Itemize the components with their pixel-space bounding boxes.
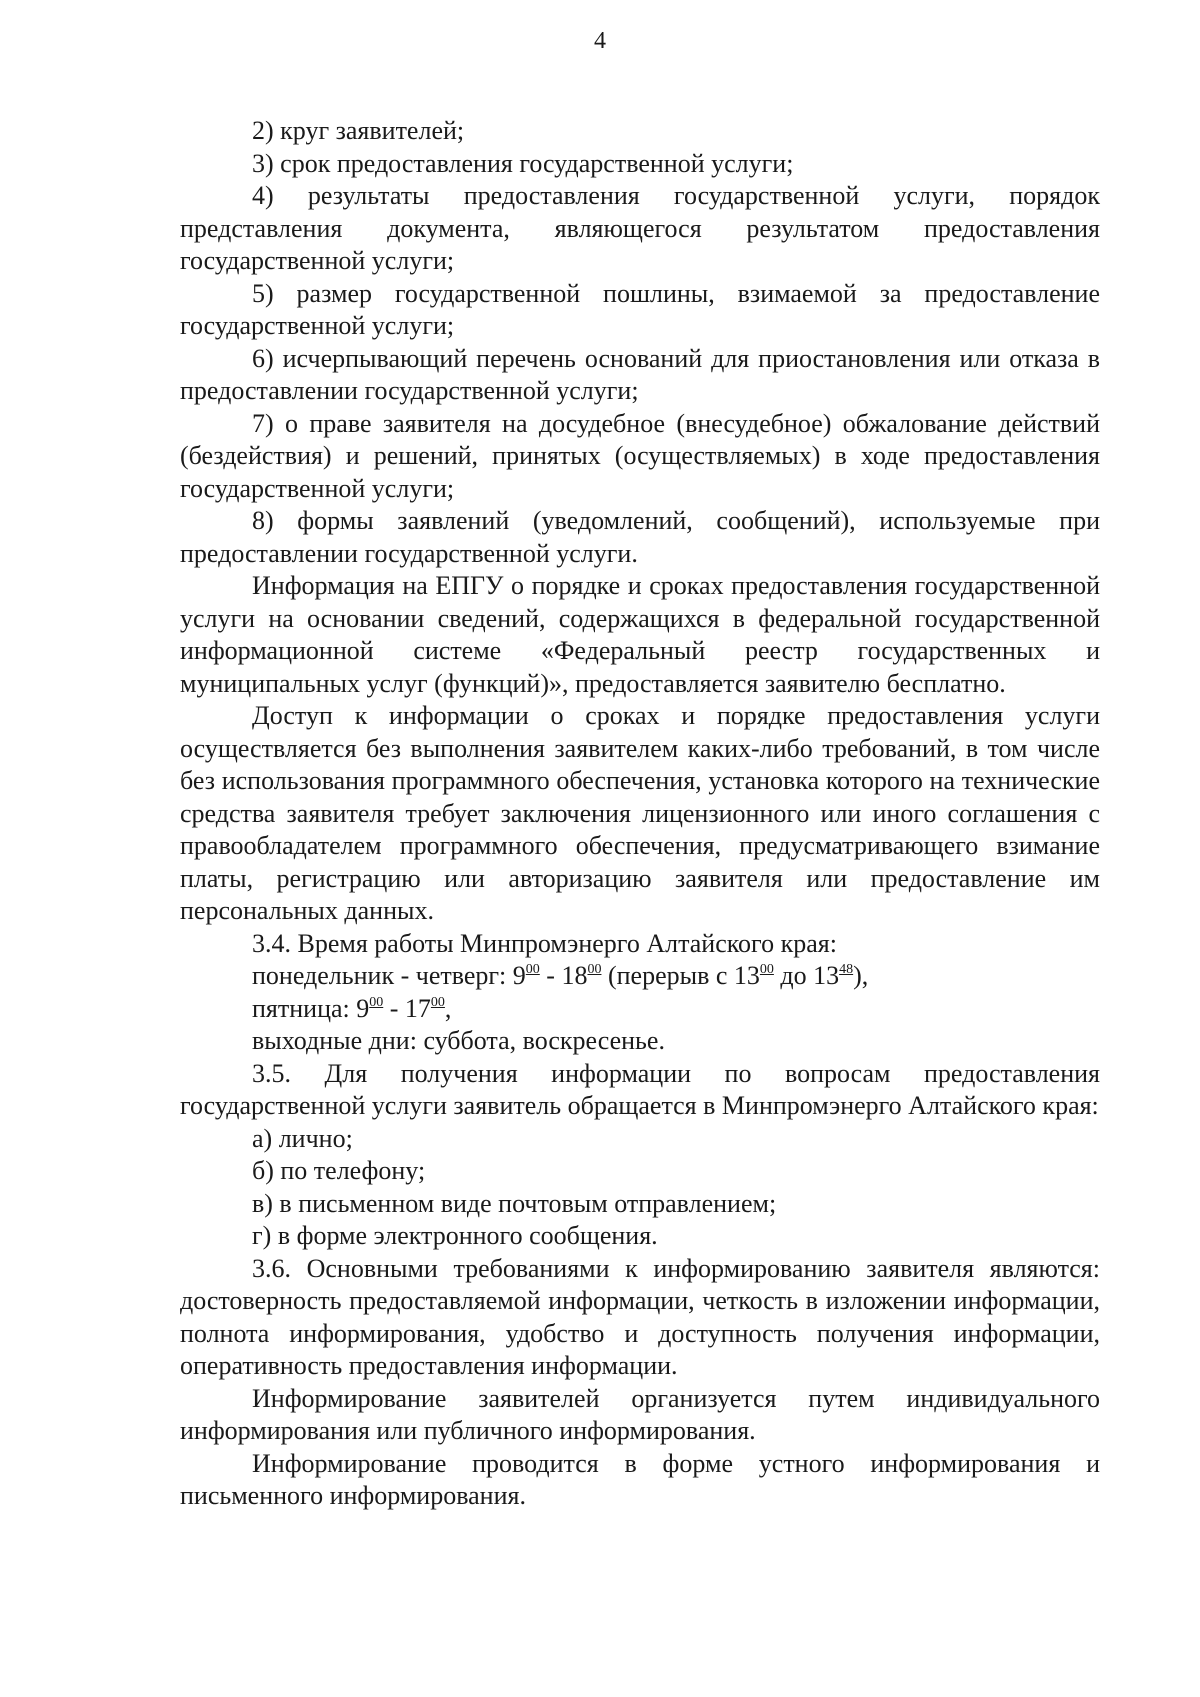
list-item-v: в) в письменном виде почтовым отправлением;	[252, 1188, 777, 1218]
list-item-6: 6) исчерпывающий перечень оснований для приостановления или отказа в предоставлении государственной услуги;	[180, 343, 1100, 405]
schedule-weekend: выходные дни: суббота, воскресенье.	[252, 1026, 665, 1055]
list-item-4: 4) результаты предоставления государственной услуги, порядок представления документа, являющегося результатом предоставления государственной услуги;	[180, 181, 1100, 275]
document-body	[180, 115, 1100, 1513]
section-3-5: 3.5. Для получения информации по вопросам предоставления государственной услуги заявитель обращается в Минпромэнерго Алтайского края:	[180, 1058, 1100, 1120]
list-item-2: 2) круг заявителей;	[252, 116, 465, 145]
list-item-5: 5) размер государственной пошлины, взимаемой за предоставление государственной услуги;	[180, 278, 1100, 340]
list-item-8: 8) формы заявлений (уведомлений, сообщений), используемые при предоставлении государственной услуги.	[180, 506, 1100, 568]
page-number: 4	[594, 28, 606, 54]
paragraph-informing-forms: Информирование проводится в форме устного информирования и письменного информирования.	[180, 1448, 1100, 1510]
paragraph-access-info: Доступ к информации о сроках и порядке предоставления услуги осуществляется без выполнения заявителем каких-либо требований, в том числе без использования программного обеспечения, установка которого на технические средства заявителя требует заключения лицензионного или иного соглашения с правообладателем программного обеспечения, предусматривающего взимание платы, регистрацию или авторизацию заявителя или предоставление им персональных данных.	[180, 701, 1100, 925]
schedule-weekdays: понедельник - четверг: $9^{00} - 18^{00}$ (перерыв с $13^{00}$ до $13^{48}$),	[252, 961, 869, 990]
list-item-a: а) лично;	[252, 1123, 353, 1153]
paragraph-epgu-info: Информация на ЕПГУ о порядке и сроках предоставления государственной услуги на основании сведений, содержащихся в федеральной государственной информационной системе «Федеральный реестр государственных и муниципальных услуг (функций)», предоставляется заявителю бесплатно.	[180, 571, 1100, 698]
section-3-4-heading: 3.4. Время работы Минпромэнерго Алтайского края:	[252, 928, 837, 958]
list-item-3: 3) срок предоставления государственной услуги;	[252, 148, 794, 178]
paragraph-informing-organization: Информирование заявителей организуется путем индивидуального информирования или публичного информирования.	[180, 1383, 1100, 1445]
section-3-6: 3.6. Основными требованиями к информированию заявителя являются: достоверность предоставляемой информации, четкость в изложении информации, полнота информирования, удобство и доступность получения информации, оперативность предоставления информации.	[180, 1253, 1100, 1380]
list-item-b: б) по телефону;	[252, 1156, 426, 1185]
list-item-7: 7) о праве заявителя на досудебное (внесудебное) обжалование действий (бездействия) и решений, принятых (осуществляемых) в ходе предоставления государственной услуги;	[180, 408, 1100, 503]
schedule-friday: пятница: $9^{00} - 17^{00}$,	[252, 993, 452, 1023]
list-item-g: г) в форме электронного сообщения.	[252, 1221, 658, 1250]
